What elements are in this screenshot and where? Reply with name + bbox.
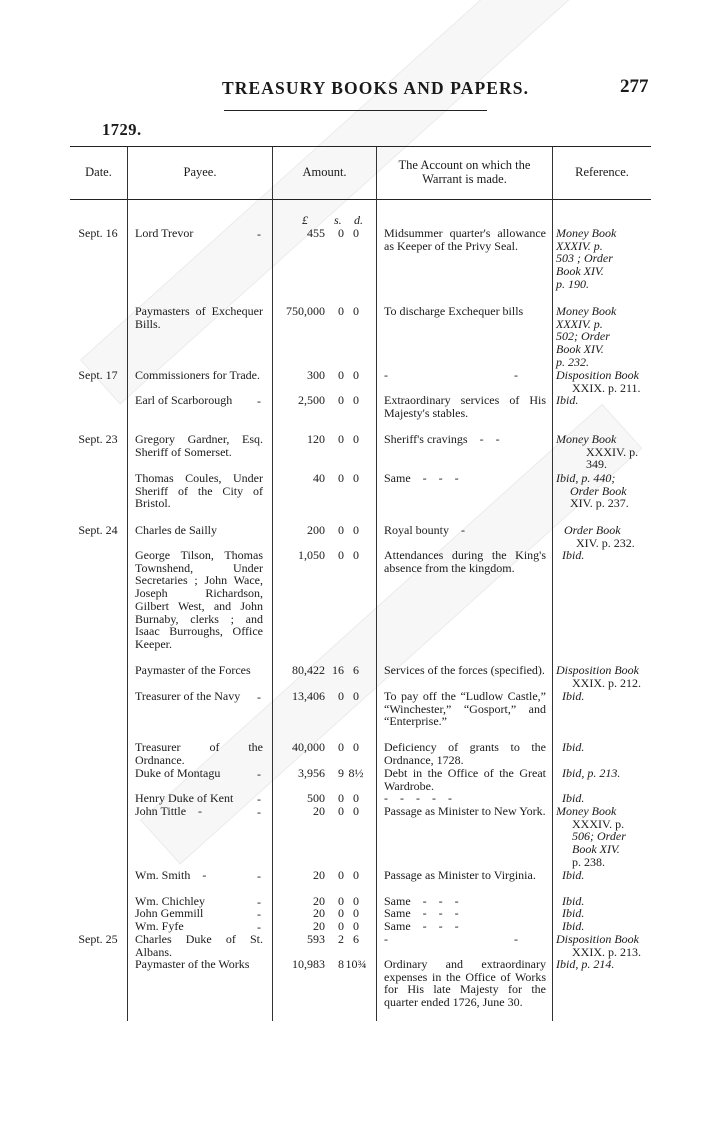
entry-account: Passage as Minister to Virginia. xyxy=(384,868,536,882)
entry-account: To discharge Exchequer bills xyxy=(384,304,524,318)
amount-pence: 0 xyxy=(353,304,359,318)
amount-pence: 8½ xyxy=(348,766,364,780)
entry-account: Debt in the Office of the Great Wardrobe. xyxy=(384,766,546,793)
entry-payee: Paymaster of the Works xyxy=(135,957,250,971)
amount-pence: 0 xyxy=(353,393,359,407)
entry-account: Same - - - xyxy=(384,919,459,933)
amount-shillings: 0 xyxy=(338,791,344,805)
entry-reference: Ibid. xyxy=(562,791,585,805)
amount-pence: 0 xyxy=(353,868,359,882)
entry-date: Sept. 25 xyxy=(78,932,118,946)
entry-date: Sept. 24 xyxy=(78,523,118,537)
entry-reference xyxy=(556,472,651,510)
entry-reference: Ibid. xyxy=(562,868,585,882)
reference-line: XXIX. p. 213. xyxy=(572,944,641,959)
reference-line: Money Book xyxy=(556,304,617,318)
leader-dash: - xyxy=(257,920,261,934)
reference-line: XXXIV. p. xyxy=(572,816,625,831)
entry-reference: Ibid, p. 213. xyxy=(562,766,621,780)
amount-pence: 0 xyxy=(353,523,359,537)
entry-payee: Charles Duke of St. Albans. xyxy=(135,932,263,959)
entry-reference xyxy=(556,305,651,369)
amount-shillings: 0 xyxy=(338,740,344,754)
amount-shillings: 16 xyxy=(332,663,344,677)
amount-pounds: 1,050 xyxy=(298,548,325,562)
entry-reference: Ibid. xyxy=(562,894,585,908)
entry-payee: John Tittle - xyxy=(135,804,203,818)
amount-pounds: 20 xyxy=(313,804,325,818)
unit-pounds: £ xyxy=(302,213,308,227)
amount-pounds: 40 xyxy=(313,471,325,485)
amount-pounds: 455 xyxy=(307,226,325,240)
entry-account: To pay off the “Ludlow Castle,” “Winchester,” “Gosport,” and “Enterprise.” xyxy=(384,689,546,729)
amount-shillings: 0 xyxy=(338,894,344,908)
entry-account: Sheriff's cravings - - xyxy=(384,432,500,446)
amount-pence: 0 xyxy=(353,919,359,933)
reference-line: XXXIV. p. xyxy=(556,316,603,331)
entry-date: Sept. 23 xyxy=(78,432,118,446)
entry-account: Royal bounty - xyxy=(384,523,465,537)
amount-pounds: 20 xyxy=(313,906,325,920)
reference-line: p. 238. xyxy=(572,854,605,869)
table-top-rule xyxy=(70,146,651,147)
amount-shillings: 0 xyxy=(338,689,344,703)
amount-shillings: 0 xyxy=(338,471,344,485)
entry-payee: Wm. Chichley xyxy=(135,894,205,908)
amount-shillings: 0 xyxy=(338,868,344,882)
amount-pence: 0 xyxy=(353,432,359,446)
entry-account: Same - - - xyxy=(384,906,459,920)
entry-payee: Charles de Sailly xyxy=(135,523,217,537)
reference-line: Order Book xyxy=(564,523,621,537)
reference-line: Money Book xyxy=(556,226,617,240)
entry-payee: Thomas Coules, Under Sheriff of the City of Bristol. xyxy=(135,471,263,511)
page-number: 277 xyxy=(620,76,649,97)
entry-payee: Henry Duke of Kent xyxy=(135,791,234,805)
col-header-account-line2: Warrant is made. xyxy=(422,172,507,186)
reference-line: p. 190. xyxy=(556,276,589,291)
entry-account: - - xyxy=(384,368,518,382)
unit-shillings: s. xyxy=(334,213,342,227)
col-divider xyxy=(376,147,377,1021)
amount-pence: 0 xyxy=(353,689,359,703)
header-rule xyxy=(224,110,487,111)
amount-pence: 0 xyxy=(353,226,359,240)
entry-payee: Gregory Gardner, Esq. Sheriff of Somerset. xyxy=(135,432,263,459)
amount-pounds: 40,000 xyxy=(292,740,325,754)
entry-account: Same - - - xyxy=(384,894,459,908)
amount-shillings: 0 xyxy=(338,368,344,382)
amount-pence: 0 xyxy=(353,791,359,805)
reference-line: Book XIV. xyxy=(572,842,620,857)
year-heading: 1729. xyxy=(102,120,142,139)
entry-payee: John Gemmill xyxy=(135,906,204,920)
reference-line: 506; Order xyxy=(572,829,626,844)
reference-line: p. 232. xyxy=(556,354,589,369)
amount-pence: 6 xyxy=(353,663,359,677)
entry-account: Extraordinary services of His Majesty's stables. xyxy=(384,393,546,420)
col-header-amount: Amount. xyxy=(302,165,347,179)
entry-account: Midsummer quarter's allowance as Keeper of the Privy Seal. xyxy=(384,226,546,253)
amount-pence: 10¾ xyxy=(345,957,367,971)
reference-line: Money Book xyxy=(556,804,617,818)
leader-dash: - xyxy=(257,690,261,704)
reference-line: Disposition Book xyxy=(556,663,639,677)
entry-payee: Treasurer of the Ordnance. xyxy=(135,740,263,767)
reference-line: XXIX. p. 212. xyxy=(572,675,641,690)
amount-shillings: 0 xyxy=(338,804,344,818)
entry-reference xyxy=(556,524,651,549)
col-header-reference: Reference. xyxy=(575,165,629,179)
entry-account: Attendances during the King's absence from the kingdom. xyxy=(384,548,546,575)
leader-dash: - xyxy=(257,792,261,806)
entry-payee: George Tilson, Thomas Townshend, Under Secretaries ; John Wace, Joseph Richardson, Gilbert West, and John Burnaby, clerks ; and Isaac Burroughs, Office Keeper. xyxy=(135,548,263,651)
amount-shillings: 0 xyxy=(338,304,344,318)
leader-dash: - xyxy=(257,907,261,921)
entry-reference: Ibid. xyxy=(562,689,585,703)
amount-pence: 0 xyxy=(353,548,359,562)
reference-line: Money Book xyxy=(556,432,617,446)
amount-shillings: 0 xyxy=(338,919,344,933)
entry-account: - - xyxy=(384,932,518,946)
entry-reference: Ibid, p. 214. xyxy=(556,957,615,971)
entry-payee: Duke of Montagu xyxy=(135,766,221,780)
entry-payee: Lord Trevor xyxy=(135,226,194,240)
entry-reference: Ibid. xyxy=(556,393,579,407)
col-header-account xyxy=(377,158,552,186)
entry-payee: Treasurer of the Navy xyxy=(135,689,241,703)
entry-reference xyxy=(556,933,651,958)
reference-line: XIV. p. 237. xyxy=(570,496,629,511)
entry-reference: Ibid. xyxy=(562,740,585,754)
entry-date: Sept. 16 xyxy=(78,226,118,240)
col-header-payee: Payee. xyxy=(183,165,217,179)
entry-payee: Paymasters of Exchequer Bills. xyxy=(135,304,263,331)
header-bottom-rule xyxy=(70,199,651,200)
entry-date: Sept. 17 xyxy=(78,368,118,382)
leader-dash: - xyxy=(257,895,261,909)
entry-reference xyxy=(556,433,651,471)
entry-account: - - - - - xyxy=(384,791,452,805)
entry-reference xyxy=(556,227,651,291)
amount-shillings: 0 xyxy=(338,393,344,407)
col-divider xyxy=(272,147,273,1021)
amount-shillings: 0 xyxy=(338,523,344,537)
col-divider xyxy=(552,147,553,1021)
amount-pounds: 20 xyxy=(313,894,325,908)
entry-payee: Wm. Smith - xyxy=(135,868,207,882)
amount-shillings: 8 xyxy=(338,957,344,971)
amount-pounds: 10,983 xyxy=(292,957,325,971)
entry-account: Ordinary and extraordinary expenses in the Office of Works for His late Majesty for the quarter ended 1726, June 30. xyxy=(384,957,546,1010)
reference-line: Order Book xyxy=(570,483,627,498)
entry-payee: Earl of Scarborough xyxy=(135,393,233,407)
amount-pounds: 20 xyxy=(313,868,325,882)
amount-pounds: 593 xyxy=(307,932,325,946)
amount-shillings: 0 xyxy=(338,432,344,446)
col-header-account-line1: The Account on which the xyxy=(398,158,531,172)
amount-shillings: 2 xyxy=(338,932,344,946)
reference-line: Book XIV. xyxy=(556,342,604,357)
leader-dash: - xyxy=(257,227,261,241)
running-title: TREASURY BOOKS AND PAPERS. xyxy=(222,78,530,98)
leader-dash: - xyxy=(257,869,261,883)
entry-account: Passage as Minister to New York. xyxy=(384,804,546,818)
entry-reference xyxy=(556,805,651,869)
reference-line: 349. xyxy=(586,457,607,472)
entry-reference: Ibid. xyxy=(562,906,585,920)
col-header-date: Date. xyxy=(85,165,112,179)
amount-pounds: 750,000 xyxy=(286,304,325,318)
amount-pence: 0 xyxy=(353,894,359,908)
entry-account: Deficiency of grants to the Ordnance, 1728. xyxy=(384,740,546,767)
entry-payee: Wm. Fyfe xyxy=(135,919,184,933)
amount-pounds: 20 xyxy=(313,919,325,933)
amount-pence: 6 xyxy=(353,932,359,946)
leader-dash: - xyxy=(257,805,261,819)
reference-line: Book XIV. xyxy=(556,264,604,279)
amount-shillings: 0 xyxy=(338,906,344,920)
amount-pounds: 200 xyxy=(307,523,325,537)
amount-pence: 0 xyxy=(353,804,359,818)
col-divider xyxy=(127,147,128,1021)
entry-reference: Ibid. xyxy=(562,919,585,933)
reference-line: XXXIV. p. xyxy=(556,238,603,253)
amount-pence: 0 xyxy=(353,471,359,485)
entry-reference xyxy=(556,664,651,689)
reference-line: XXXIV. p. xyxy=(586,444,639,459)
entry-payee: Commissioners for Trade. xyxy=(135,368,261,382)
reference-line: XXIX. p. 211. xyxy=(572,380,641,395)
amount-pounds: 2,500 xyxy=(298,393,325,407)
unit-pence: d. xyxy=(354,213,363,227)
reference-line: 503 ; Order xyxy=(556,251,613,266)
amount-pence: 0 xyxy=(353,906,359,920)
reference-line: XIV. p. 232. xyxy=(576,535,635,550)
amount-pounds: 300 xyxy=(307,368,325,382)
page-header xyxy=(0,78,720,102)
amount-pounds: 80,422 xyxy=(292,663,325,677)
entry-reference xyxy=(556,369,651,394)
amount-shillings: 0 xyxy=(338,226,344,240)
amount-shillings: 0 xyxy=(338,548,344,562)
amount-pence: 0 xyxy=(353,740,359,754)
entry-payee: Paymaster of the Forces xyxy=(135,663,251,677)
amount-pounds: 500 xyxy=(307,791,325,805)
entry-account: Services of the forces (specified). xyxy=(384,663,545,677)
reference-line: Disposition Book xyxy=(556,368,639,382)
amount-pounds: 3,956 xyxy=(298,766,325,780)
reference-line: 502; Order xyxy=(556,329,610,344)
leader-dash: - xyxy=(257,767,261,781)
amount-pounds: 13,406 xyxy=(292,689,325,703)
entry-account: Same - - - xyxy=(384,471,459,485)
entry-reference: Ibid. xyxy=(562,548,585,562)
reference-line: Disposition Book xyxy=(556,932,639,946)
amount-pounds: 120 xyxy=(307,432,325,446)
leader-dash: - xyxy=(257,394,261,408)
amount-shillings: 9 xyxy=(338,766,344,780)
reference-line: Ibid, p. 440; xyxy=(556,471,616,485)
amount-pence: 0 xyxy=(353,368,359,382)
